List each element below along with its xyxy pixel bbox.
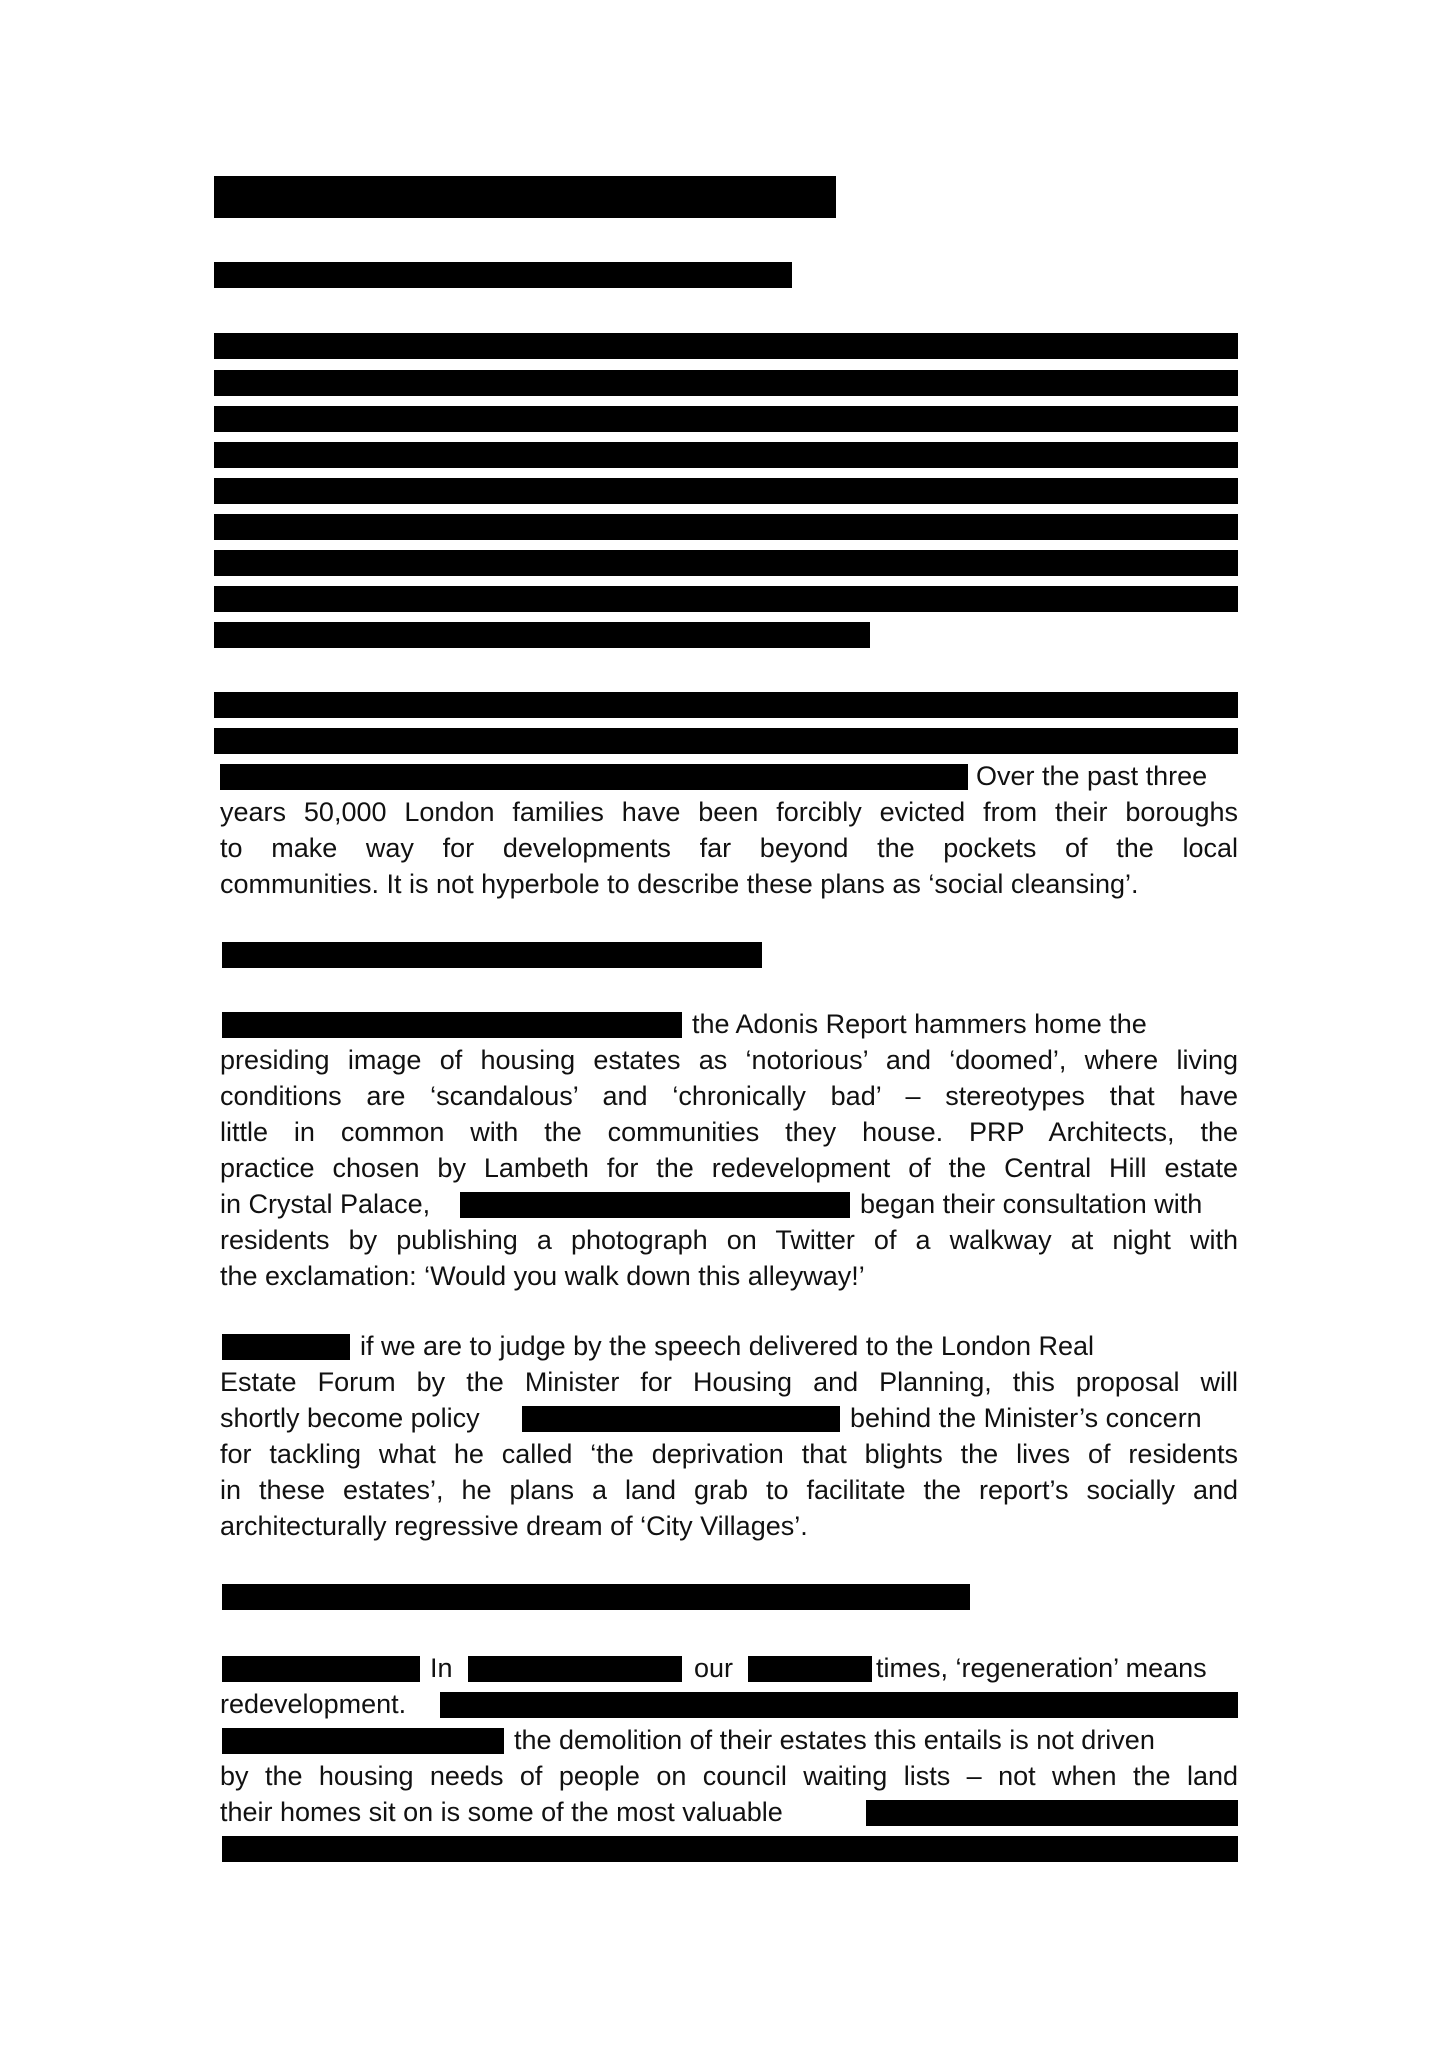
text-line: in these estates’, he plans a land grab to facilitate the report’s socially and [220,1475,1238,1505]
redaction-bar [222,1728,504,1754]
redaction-bar [214,550,1238,576]
redacted-title [214,176,836,218]
text-line: for tackling what he called ‘the deprivation that blights the lives of residents [220,1439,1238,1469]
text-line: the Adonis Report hammers home the [692,1009,1147,1039]
text-line: communities. It is not hyperbole to describe these plans as ‘social cleansing’. [220,869,1139,899]
redaction-bar [214,728,1238,754]
text-line: years 50,000 London families have been forcibly evicted from their boroughs [220,797,1238,827]
text-line: conditions are ‘scandalous’ and ‘chronically bad’ – stereotypes that have [220,1081,1238,1111]
text-line: our [694,1653,734,1683]
text-line: the demolition of their estates this entails is not driven [514,1725,1155,1755]
redaction-bar [440,1692,1238,1718]
text-line: to make way for developments far beyond the pockets of the local [220,833,1238,863]
redaction-bar [468,1656,682,1682]
redaction-bar [214,586,1238,612]
redaction-bar [214,442,1238,468]
text-line: times, ‘regeneration’ means [876,1653,1207,1683]
text-line: redevelopment. [220,1689,407,1719]
redaction-bar [222,1656,420,1682]
redaction-bar [748,1656,872,1682]
text-line: if we are to judge by the speech delivered to the London Real [360,1331,1094,1361]
text-line: the exclamation: ‘Would you walk down this alleyway!’ [220,1261,865,1291]
text-line: In [430,1653,453,1683]
redaction-bar [214,692,1238,718]
redaction-bar [222,1012,682,1038]
text-line: presiding image of housing estates as ‘notorious’ and ‘doomed’, where living [220,1045,1238,1075]
redaction-bar [214,406,1238,432]
text-line: practice chosen by Lambeth for the redevelopment of the Central Hill estate [220,1153,1238,1183]
redaction-bar [460,1192,850,1218]
text-line: began their consultation with [860,1189,1203,1219]
redacted-heading [222,1584,970,1610]
text-line: Over the past three [976,761,1208,791]
text-line: their homes sit on is some of the most valuable [220,1797,783,1827]
redaction-bar [214,370,1238,396]
redaction-bar [222,1836,1238,1862]
redaction-bar [214,478,1238,504]
text-line: residents by publishing a photograph on Twitter of a walkway at night with [220,1225,1238,1255]
text-line: by the housing needs of people on council waiting lists – not when the land [220,1761,1238,1791]
redaction-bar [866,1800,1238,1826]
redaction-bar [220,764,968,790]
redaction-bar [222,1334,350,1360]
text-line: Estate Forum by the Minister for Housing and Planning, this proposal will [220,1367,1238,1397]
text-line: shortly become policy [220,1403,480,1433]
redaction-bar [214,333,1238,359]
text-line: architecturally regressive dream of ‘City Villages’. [220,1511,808,1541]
text-line: little in common with the communities they house. PRP Architects, the [220,1117,1238,1147]
redaction-bar [522,1406,840,1432]
redaction-bar [214,622,870,648]
redacted-heading [222,942,762,968]
text-line: behind the Minister’s concern [850,1403,1202,1433]
redacted-subtitle [214,262,792,288]
redaction-bar [214,514,1238,540]
text-line: in Crystal Palace, [220,1189,431,1219]
